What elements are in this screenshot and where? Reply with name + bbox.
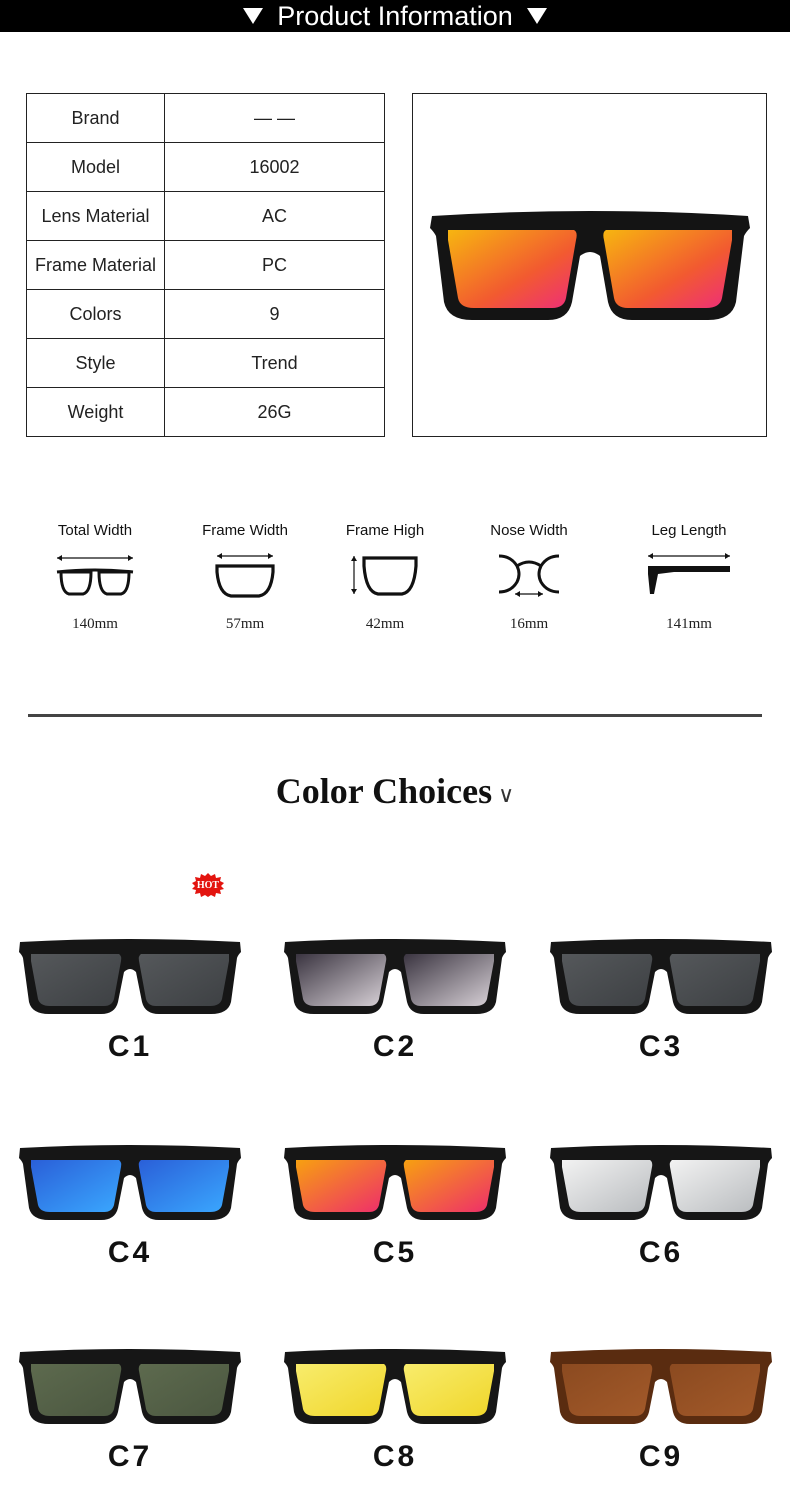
nose-width-icon <box>454 542 604 608</box>
measure-label: Leg Length <box>651 522 727 539</box>
spec-value: 16002 <box>165 143 385 192</box>
hot-badge-text: HOT <box>196 879 220 891</box>
table-row <box>27 94 385 143</box>
color-option-c6[interactable] <box>541 1142 781 1292</box>
measure-value: 16mm <box>509 616 549 632</box>
spec-label: Style <box>27 339 165 388</box>
spec-label: Frame Material <box>27 241 165 290</box>
measure-leg-length <box>614 520 764 633</box>
spec-table <box>26 93 385 437</box>
sunglasses-image <box>17 936 243 1016</box>
frame-high-icon <box>310 542 460 608</box>
measure-value: 57mm <box>225 616 265 632</box>
chevron-down-icon: ∨ <box>498 781 515 807</box>
color-code-label: C6 <box>638 1236 684 1269</box>
spec-value: Trend <box>165 339 385 388</box>
sunglasses-image <box>17 1142 243 1222</box>
product-info-banner <box>0 0 790 32</box>
color-option-c9[interactable] <box>541 1346 781 1496</box>
color-choices-heading: Color Choices <box>275 771 493 811</box>
measure-frame-high <box>310 520 460 633</box>
frame-width-icon <box>170 542 320 608</box>
section-divider <box>28 714 762 717</box>
color-code-label: C1 <box>107 1030 153 1063</box>
measurements-row <box>0 520 790 650</box>
sunglasses-image <box>428 206 752 324</box>
table-row <box>27 192 385 241</box>
sunglasses-image <box>282 1346 508 1426</box>
spec-label: Brand <box>27 94 165 143</box>
triangle-down-icon <box>527 8 547 24</box>
spec-value: AC <box>165 192 385 241</box>
measure-label: Total Width <box>57 522 133 539</box>
spec-value: PC <box>165 241 385 290</box>
banner-title: Product Information <box>277 0 513 31</box>
measure-total-width <box>20 520 170 633</box>
spec-value: 9 <box>165 290 385 339</box>
hot-badge <box>191 872 225 898</box>
leg-length-icon <box>614 542 764 608</box>
color-code-label: C9 <box>638 1440 684 1473</box>
spec-value: 26G <box>165 388 385 437</box>
sunglasses-image <box>548 1142 774 1222</box>
color-code-label: C8 <box>372 1440 418 1473</box>
measure-frame-width <box>170 520 320 633</box>
color-option-c3[interactable] <box>541 936 781 1086</box>
sunglasses-image <box>548 936 774 1016</box>
color-code-label: C2 <box>372 1030 418 1063</box>
color-code-label: C4 <box>107 1236 153 1269</box>
color-code-label: C3 <box>638 1030 684 1063</box>
color-option-c5[interactable] <box>275 1142 515 1292</box>
triangle-down-icon <box>243 8 263 24</box>
table-row <box>27 290 385 339</box>
table-row <box>27 143 385 192</box>
sunglasses-image <box>548 1346 774 1426</box>
total-width-icon <box>20 542 170 608</box>
measure-value: 140mm <box>72 616 118 632</box>
color-option-c2[interactable] <box>275 936 515 1086</box>
measure-label: Frame Width <box>202 522 288 539</box>
table-row <box>27 339 385 388</box>
spec-label: Lens Material <box>27 192 165 241</box>
measure-label: Frame High <box>345 522 425 539</box>
color-option-c8[interactable] <box>275 1346 515 1496</box>
measure-label: Nose Width <box>490 522 568 539</box>
color-code-label: C5 <box>372 1236 418 1269</box>
color-option-c7[interactable] <box>10 1346 250 1496</box>
table-row <box>27 241 385 290</box>
measure-nose-width <box>454 520 604 633</box>
color-code-label: C7 <box>107 1440 153 1473</box>
spec-label: Colors <box>27 290 165 339</box>
sunglasses-image <box>17 1346 243 1426</box>
product-photo <box>412 93 767 437</box>
color-option-c4[interactable] <box>10 1142 250 1292</box>
color-option-c1[interactable] <box>10 936 250 1086</box>
color-choices-title <box>0 770 790 812</box>
measure-value: 141mm <box>666 616 712 632</box>
table-row <box>27 388 385 437</box>
spec-value: — — <box>165 94 385 143</box>
sunglasses-image <box>282 936 508 1016</box>
sunglasses-image <box>282 1142 508 1222</box>
spec-label: Weight <box>27 388 165 437</box>
measure-value: 42mm <box>365 616 405 632</box>
spec-label: Model <box>27 143 165 192</box>
